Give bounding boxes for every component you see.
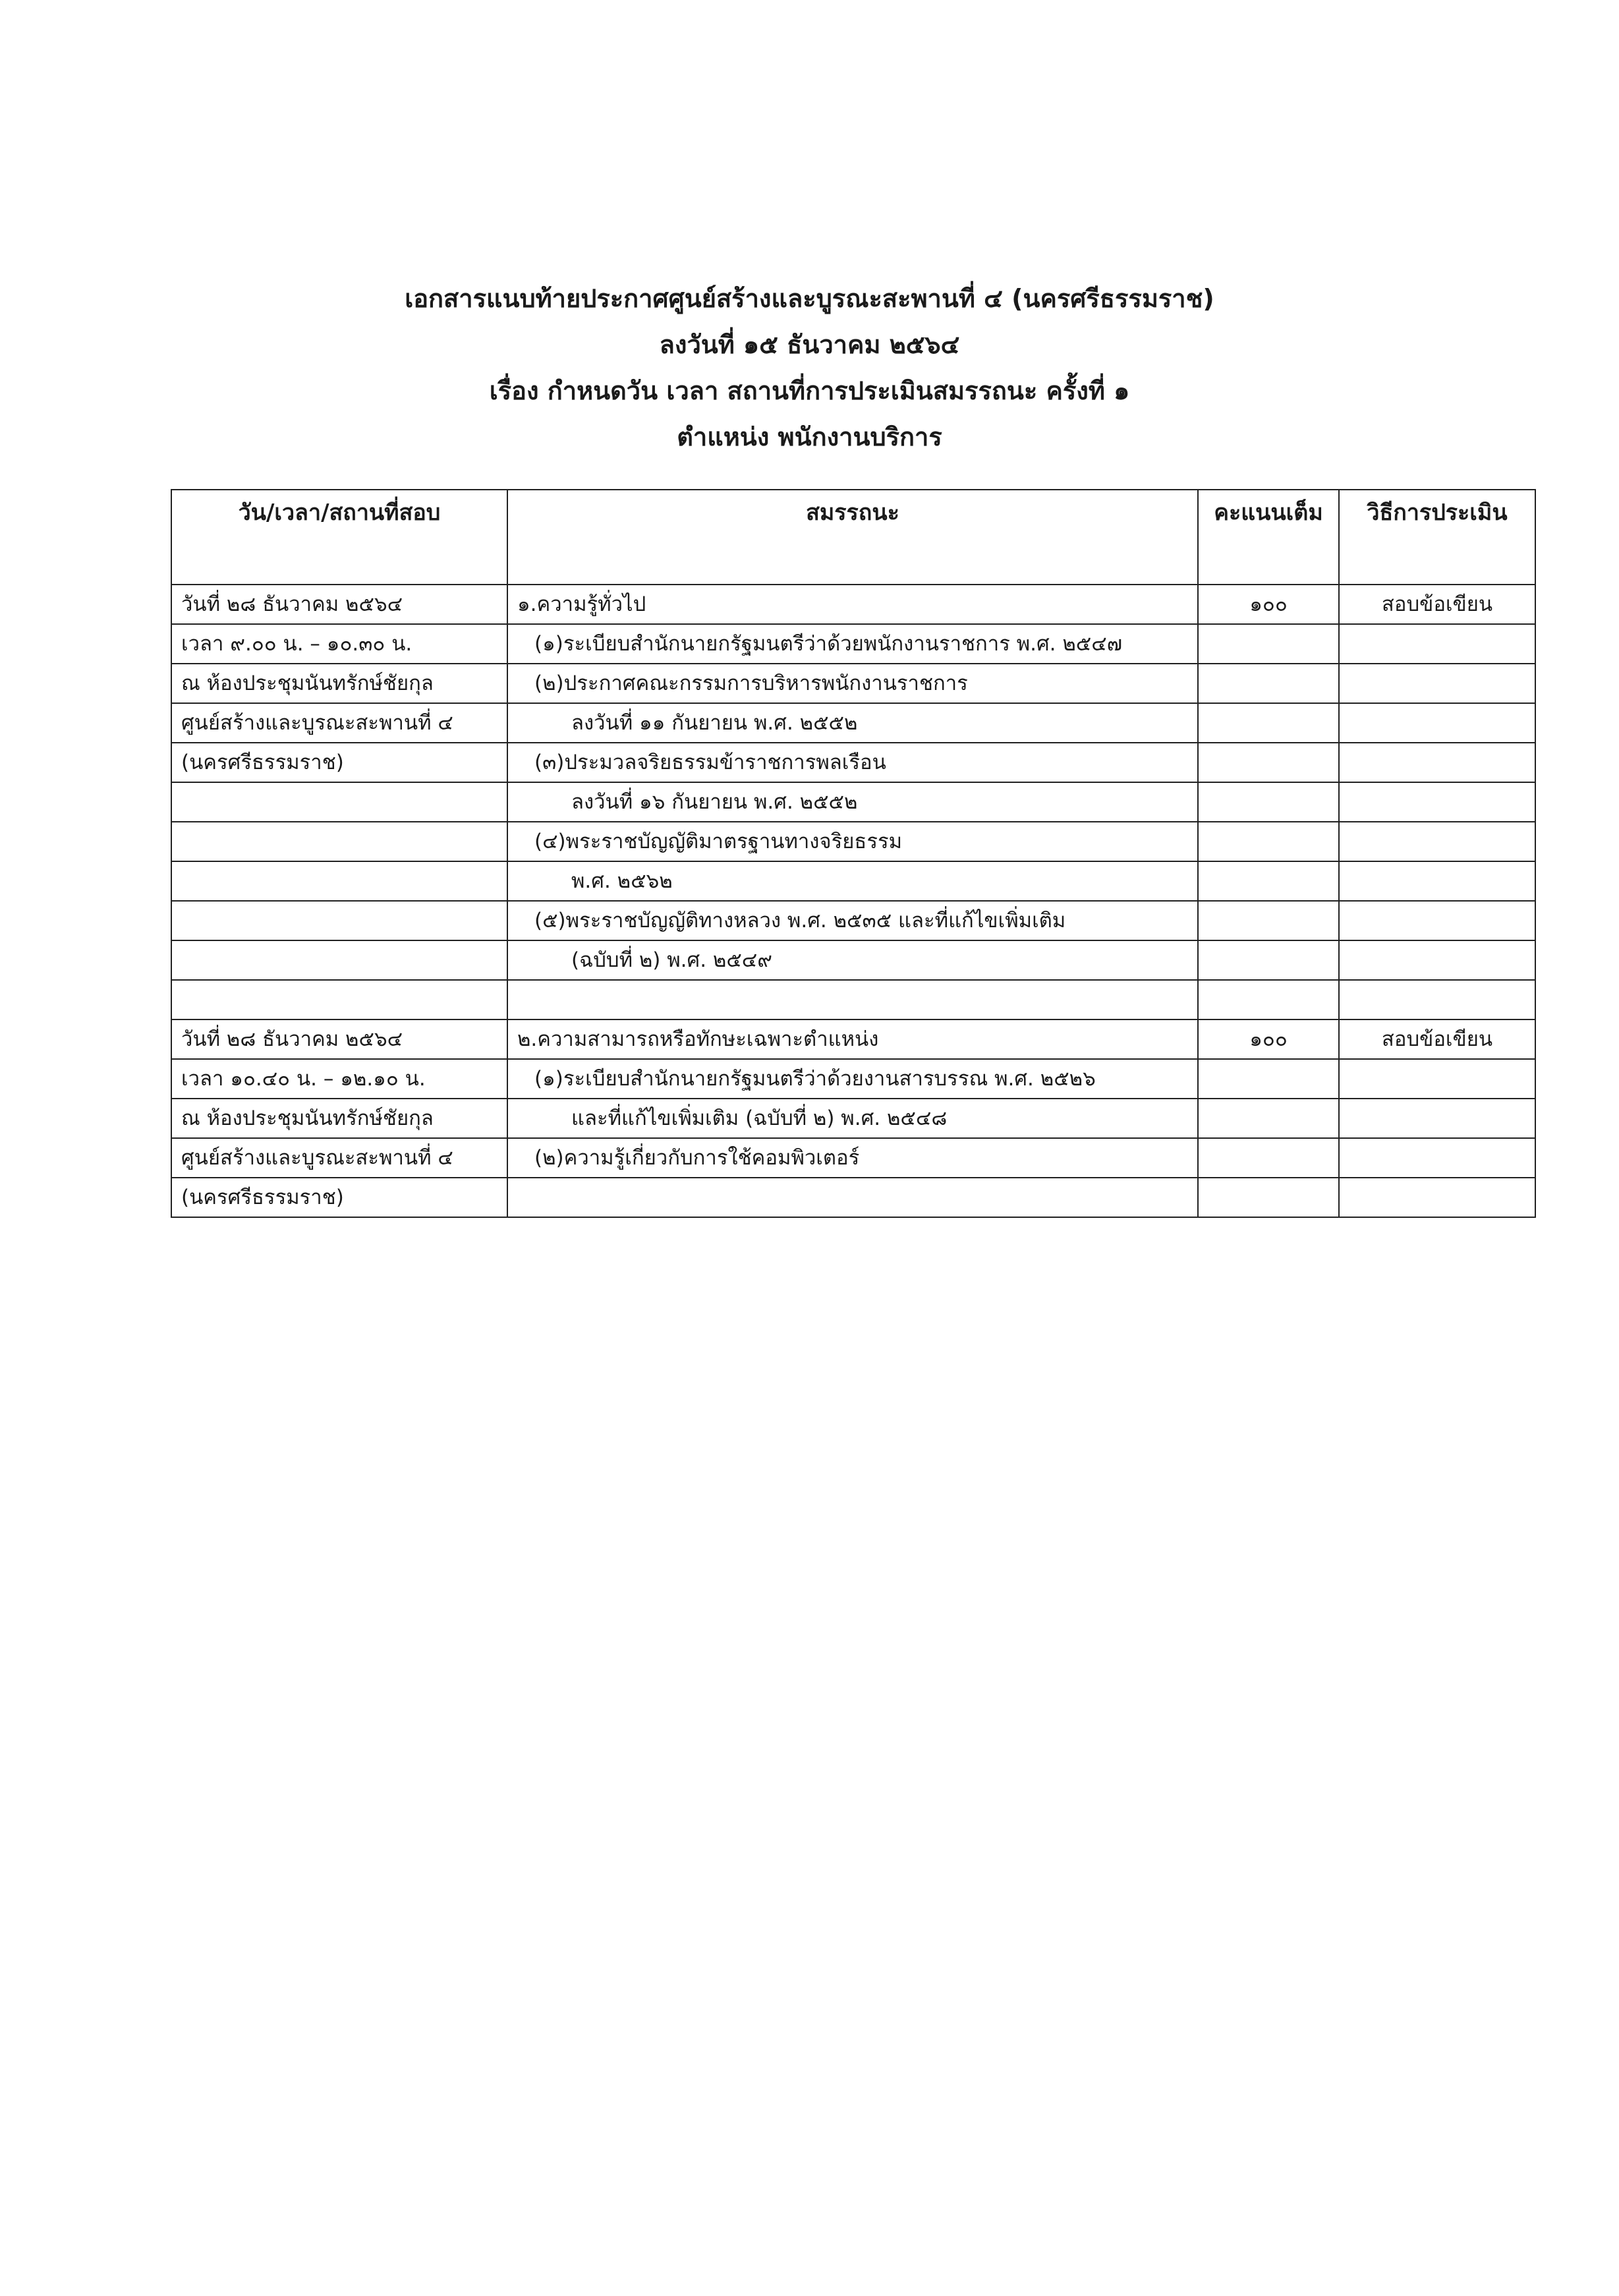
cell-score <box>1198 782 1339 822</box>
cell-method <box>1339 940 1535 980</box>
cell-score <box>1198 1138 1339 1178</box>
cell-place: เวลา ๙.๐๐ น. – ๑๐.๓๐ น. <box>171 624 507 664</box>
cell-competency: (๑)ระเบียบสำนักนายกรัฐมนตรีว่าด้วยงานสารบรรณ พ.ศ. ๒๕๒๖ <box>507 1059 1198 1099</box>
cell-method <box>1339 822 1535 861</box>
table-row <box>171 782 1535 822</box>
table-row <box>171 940 1535 980</box>
column-header-competency: สมรรถนะ <box>507 490 1198 585</box>
cell-place: ณ ห้องประชุมนันทรักษ์ชัยกุล <box>171 1099 507 1138</box>
cell-place: ศูนย์สร้างและบูรณะสะพานที่ ๔ <box>171 703 507 743</box>
cell-score <box>1198 822 1339 861</box>
cell-place <box>171 861 507 901</box>
cell-competency: (๔)พระราชบัญญัติมาตรฐานทางจริยธรรม <box>507 822 1198 861</box>
cell-method <box>1339 861 1535 901</box>
cell-score <box>1198 624 1339 664</box>
cell-place <box>171 940 507 980</box>
cell-method: สอบข้อเขียน <box>1339 1019 1535 1059</box>
cell-score: ๑๐๐ <box>1198 1019 1339 1059</box>
cell-score <box>1198 703 1339 743</box>
cell-competency: ลงวันที่ ๑๑ กันยายน พ.ศ. ๒๕๕๒ <box>507 703 1198 743</box>
cell-score: ๑๐๐ <box>1198 585 1339 624</box>
table-header-row <box>171 490 1535 585</box>
assessment-table-body <box>171 490 1535 1217</box>
table-row <box>171 901 1535 940</box>
column-header-score: คะแนนเต็ม <box>1198 490 1339 585</box>
cell-competency: และที่แก้ไขเพิ่มเติม (ฉบับที่ ๒) พ.ศ. ๒๕๔๘ <box>507 1099 1198 1138</box>
cell-method <box>1339 624 1535 664</box>
cell-competency: (๒)ความรู้เกี่ยวกับการใช้คอมพิวเตอร์ <box>507 1138 1198 1178</box>
cell-competency: ลงวันที่ ๑๖ กันยายน พ.ศ. ๒๕๕๒ <box>507 782 1198 822</box>
cell-score <box>1198 980 1339 1019</box>
cell-method <box>1339 901 1535 940</box>
table-row <box>171 664 1535 703</box>
cell-score <box>1198 743 1339 782</box>
cell-competency <box>507 1178 1198 1217</box>
cell-score <box>1198 901 1339 940</box>
cell-competency <box>507 980 1198 1019</box>
cell-place: ศูนย์สร้างและบูรณะสะพานที่ ๔ <box>171 1138 507 1178</box>
cell-competency: ๑.ความรู้ทั่วไป <box>507 585 1198 624</box>
table-row <box>171 980 1535 1019</box>
assessment-table <box>171 489 1536 1218</box>
cell-place <box>171 782 507 822</box>
cell-place <box>171 901 507 940</box>
cell-place <box>171 822 507 861</box>
cell-place <box>171 980 507 1019</box>
header-line-4: ตำแหน่ง พนักงานบริการ <box>677 422 942 451</box>
cell-competency: พ.ศ. ๒๕๖๒ <box>507 861 1198 901</box>
cell-competency: (๓)ประมวลจริยธรรมข้าราชการพลเรือน <box>507 743 1198 782</box>
cell-place: ณ ห้องประชุมนันทรักษ์ชัยกุล <box>171 664 507 703</box>
cell-place: วันที่ ๒๘ ธันวาคม ๒๕๖๔ <box>171 585 507 624</box>
cell-method <box>1339 980 1535 1019</box>
table-row <box>171 1178 1535 1217</box>
cell-competency: (๑)ระเบียบสำนักนายกรัฐมนตรีว่าด้วยพนักงานราชการ พ.ศ. ๒๕๔๗ <box>507 624 1198 664</box>
cell-competency: (๒)ประกาศคณะกรรมการบริหารพนักงานราชการ <box>507 664 1198 703</box>
cell-competency: (๕)พระราชบัญญัติทางหลวง พ.ศ. ๒๕๓๕ และที่แก้ไขเพิ่มเติม <box>507 901 1198 940</box>
cell-method <box>1339 1138 1535 1178</box>
column-header-place: วัน/เวลา/สถานที่สอบ <box>171 490 507 585</box>
column-header-method: วิธีการประเมิน <box>1339 490 1535 585</box>
cell-score <box>1198 1178 1339 1217</box>
header-line-1: เอกสารแนบท้ายประกาศศูนย์สร้างและบูรณะสะพานที่ ๔ (นครศรีธรรมราช) <box>405 284 1214 313</box>
table-row <box>171 1019 1535 1059</box>
cell-score <box>1198 1099 1339 1138</box>
cell-method <box>1339 782 1535 822</box>
table-row <box>171 1099 1535 1138</box>
cell-place: (นครศรีธรรมราช) <box>171 743 507 782</box>
table-row <box>171 624 1535 664</box>
cell-method <box>1339 664 1535 703</box>
table-row <box>171 703 1535 743</box>
cell-score <box>1198 664 1339 703</box>
table-row <box>171 1138 1535 1178</box>
cell-place: วันที่ ๒๘ ธันวาคม ๒๕๖๔ <box>171 1019 507 1059</box>
cell-method <box>1339 703 1535 743</box>
document-header <box>0 275 1619 460</box>
cell-score <box>1198 940 1339 980</box>
cell-place: เวลา ๑๐.๔๐ น. – ๑๒.๑๐ น. <box>171 1059 507 1099</box>
table-row <box>171 822 1535 861</box>
table-row <box>171 585 1535 624</box>
cell-competency: ๒.ความสามารถหรือทักษะเฉพาะตำแหน่ง <box>507 1019 1198 1059</box>
cell-competency: (ฉบับที่ ๒) พ.ศ. ๒๕๔๙ <box>507 940 1198 980</box>
cell-method: สอบข้อเขียน <box>1339 585 1535 624</box>
cell-score <box>1198 1059 1339 1099</box>
table-row <box>171 1059 1535 1099</box>
cell-method <box>1339 1099 1535 1138</box>
header-line-3: เรื่อง กำหนดวัน เวลา สถานที่การประเมินสมรรถนะ ครั้งที่ ๑ <box>489 376 1130 405</box>
cell-method <box>1339 1178 1535 1217</box>
cell-place: (นครศรีธรรมราช) <box>171 1178 507 1217</box>
table-row <box>171 861 1535 901</box>
cell-method <box>1339 743 1535 782</box>
table-row <box>171 743 1535 782</box>
cell-method <box>1339 1059 1535 1099</box>
cell-score <box>1198 861 1339 901</box>
header-line-2: ลงวันที่ ๑๕ ธันวาคม ๒๕๖๔ <box>659 330 960 359</box>
